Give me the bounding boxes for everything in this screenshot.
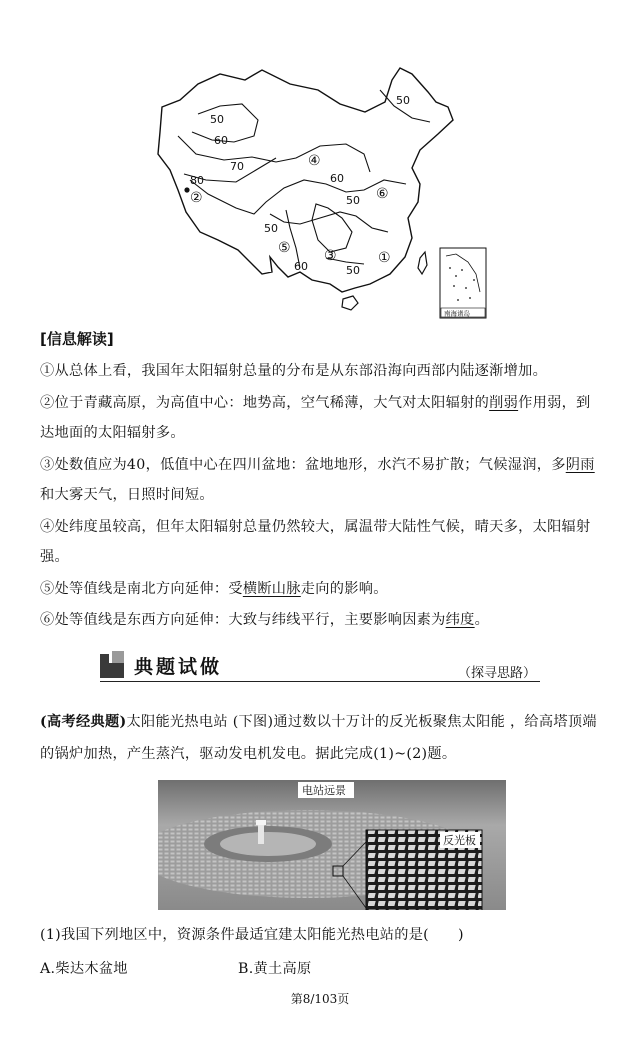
contour-label: 50	[264, 222, 278, 235]
question-intro: (高考经典题)太阳能光热电站 (下图)通过数以十万计的反光板聚焦太阳能 ，给高塔顶端的锅炉加热，产生蒸汽，驱动发电机发电。据此完成(1)~(2)题。	[40, 714, 597, 762]
inset-label: 南海诸岛	[444, 309, 470, 318]
region-marker-6: ⑥	[376, 186, 389, 202]
region-marker-1: ①	[378, 250, 391, 266]
info-heading: [信息解读]	[40, 330, 114, 348]
south-china-sea-inset	[440, 248, 486, 318]
info-point-1: ①从总体上看，我国年太阳辐射总量的分布是从东部沿海向西部内陆逐渐增加。	[40, 363, 548, 379]
location-dot	[184, 187, 189, 192]
info-point-5: ⑤处等值线是南北方向延伸：受横断山脉走向的影响。	[40, 581, 388, 597]
option-b: B.黄土高原	[238, 961, 312, 977]
banner-title: 典题试做	[134, 656, 223, 678]
contour-label: 50	[210, 113, 224, 126]
taiwan-island	[418, 252, 427, 274]
contour-label: 50	[346, 264, 360, 277]
underline-term: 纬度	[445, 612, 475, 628]
underline-term: 横断山脉	[242, 581, 301, 597]
info-point-3: ③处数值应为40，低值中心在四川盆地：盆地地形，水汽不易扩散；气候湿润，多阴雨和大雾天气，日照时间短。	[40, 457, 595, 503]
hainan-island	[342, 296, 358, 310]
question-1: (1)我国下列地区中，资源条件最适宜建太阳能光热电站的是( )	[40, 927, 464, 943]
underline-term: 削弱	[489, 395, 519, 411]
option-a: A.柴达木盆地	[40, 961, 128, 977]
photo-label-inset: 反光板	[443, 834, 476, 847]
china-solar-radiation-map	[150, 62, 495, 320]
section-banner	[100, 648, 540, 682]
region-marker-4: ④	[308, 153, 321, 169]
region-marker-3: ③	[324, 248, 337, 264]
region-marker-5: ⑤	[278, 240, 291, 256]
region-marker-2: ②	[190, 190, 203, 206]
page-number: 第8/103页	[290, 992, 350, 1006]
photo-label-main: 电站远景	[302, 784, 346, 797]
contour-label: 60	[294, 260, 308, 273]
info-point-6: ⑥处等值线是东西方向延伸：大致与纬线平行，主要影响因素为纬度。	[40, 612, 490, 628]
contour-label: 60	[330, 172, 344, 185]
contour-label: 70	[230, 160, 244, 173]
power-station-photo	[158, 780, 506, 910]
contour-label: 80	[190, 174, 204, 187]
banner-hint: （探寻思路）	[457, 666, 536, 681]
contour-label: 50	[346, 194, 360, 207]
info-point-2: ②位于青藏高原，为高值中心：地势高，空气稀薄，大气对太阳辐射的削弱作用弱，到达地面的太阳辐射多。	[40, 395, 591, 441]
info-point-4: ④处纬度虽较高，但年太阳辐射总量仍然较大，属温带大陆性气候，晴天多，太阳辐射强。	[40, 519, 591, 565]
contour-label: 50	[396, 94, 410, 107]
underline-term: 阴雨	[565, 457, 595, 473]
question-source: (高考经典题)	[40, 714, 127, 730]
contour-label: 60	[214, 134, 228, 147]
